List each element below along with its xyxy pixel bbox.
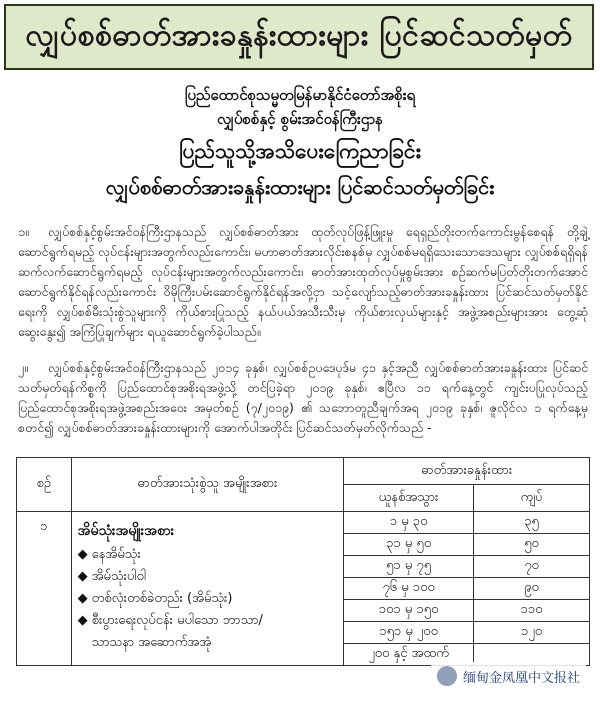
announcement-title: ပြည်သူသို့အသိပေးကြေညာခြင်း (179, 139, 421, 163)
announcement-subtitle: လျှပ်စစ်ဓာတ်အားခနှုန်းထားများ ပြင်ဆင်သတ်မှတ်ခြင်း (105, 175, 495, 199)
paragraph-1 (18, 222, 588, 342)
header-units: ယူနစ်အသွား (344, 485, 474, 512)
category-label: အိမ်သုံးအမျိုးအစား (77, 523, 175, 539)
wechat-logo-icon (437, 666, 457, 686)
rate-cell: ၅၀ (474, 534, 590, 556)
header-consumer-type: ဓာတ်အားသုံးစွဲသူ အမျိုးအစား (71, 458, 344, 512)
units-cell: ၃၁ မှ ၅၀ (344, 534, 474, 556)
watermark-text: 缅甸金凤凰中文报社 (462, 670, 580, 686)
diamond-bullet-icon: ◆ (77, 569, 88, 584)
paragraph-number: ၂။ (18, 360, 28, 375)
banner-title: လျှပ်စစ်ဓာတ်အားခနှုန်းထားများ ပြင်ဆင်သတ်မှတ် (25, 17, 573, 53)
tariff-table (16, 457, 590, 666)
rate-cell: ၇၀ (474, 556, 590, 578)
list-item: ◆ စီးပွားရေးလုပ်ငန်း မပါသော ဘာသာ/ (78, 610, 338, 632)
consumer-type-list (71, 512, 344, 666)
units-cell: ၂၀၀ နှင့် အထက် (344, 644, 474, 666)
header-tariff-group: ဓာတ်အားခနှုန်းထား (344, 458, 590, 485)
units-cell: ၁ မှ ၃၀ (344, 512, 474, 534)
ministry-name: လျှပ်စစ်နှင့် စွမ်းအင်ဝန်ကြီးဌာန (216, 110, 384, 128)
list-item: ◆ အိမ်သုံးပါဝါ (78, 566, 338, 588)
watermark (431, 662, 586, 690)
diamond-bullet-icon: ◆ (77, 613, 88, 628)
units-cell: ၅၁ မှ ၇၅ (344, 556, 474, 578)
list-item: ◆ နေအိမ်သုံး (78, 544, 338, 566)
units-cell: ၁၀၁ မှ ၁၅၀ (344, 600, 474, 622)
paragraph-number: ၁။ (18, 224, 29, 239)
rate-cell: ၃၅ (474, 512, 590, 534)
header-rate: ကျပ် (474, 485, 590, 512)
paragraph-text: လျှပ်စစ်နှင့်စွမ်းအင်ဝန်ကြီးဌာနသည် ၂၀၁၄ ခုနှစ်၊ လျှပ်စစ်ဥပဒေပုဒ်မ ၄၁ နှင့်အညီ လျှပ်စစ်ဓာတ်အားခနှုန်းထား ပြင်ဆင်သတ်မှတ်ရန်ကိစ္စကို ပြည်ထောင်စုအစိုးရအဖွဲ့သို့ တင်ပြခဲ့ရာ ၂၀၁၉ ခုနှစ်၊ ဧပြီလ ၁၁ ရက်နေ့တွင် ကျင်းပပြုလုပ်သည့် ပြည်ထောင်စုအစိုးရအဖွဲ့အစည်းအဝေး အမှတ်စဉ် (၇/၂၀၁၉) ၏ သဘောတူညီချက်အရ ၂၀၁၉ ခုနှစ်၊ ဇူလိုင်လ ၁ ရက်နေ့မှစတင်၍ လျှပ်စစ်ဓာတ်အားခနှုန်းထားများကို အောက်ပါအတိုင်း ပြင်ဆင်သတ်မှတ်လိုက်သည် - (18, 360, 588, 435)
rate-cell: ၁၂၀ (474, 622, 590, 644)
title-banner (4, 4, 594, 70)
header-number: စဉ် (17, 458, 72, 512)
diamond-bullet-icon: ◆ (77, 591, 88, 606)
rate-cell: ၁၁၀ (474, 600, 590, 622)
rate-cell: ၉၀ (474, 578, 590, 600)
list-item: ◆ တစ်လုံးတစ်ခဲတည်း (အိမ်သုံး) (78, 588, 338, 610)
list-item-continuation: သာသနာ အဆောက်အအုံ (91, 635, 212, 650)
row-number: ၁ (17, 512, 72, 666)
paragraph-text: လျှပ်စစ်နှင့်စွမ်းအင်ဝန်ကြီးဌာနသည် လျှပ်စစ်ဓာတ်အား ထုတ်လုပ်ဖြန့်ဖြူးမှု ရေရှည်တိုးတက်ကောင်းမွန်စေရန် တို့ချဲ့ ဆောင်ရွက်ရမည့် လုပ်ငန်းများအတွက်လည်းကောင်း၊ မဟာဓာတ်အားလိုင်းစနစ်မှ လျှပ်စစ်မရရှိသေးသောဒေသများ လျှပ်စစ်ရရှိရန် ဆက်လက်ဆောင်ရွက်ရမည့် လုပ်ငန်းများအတွက်လည်းကောင်း၊ ဓာတ်အားထုတ်လုပ်မှုစွမ်းအား စဉ်ဆက်မပြတ်တိုးတက်အောင် ဆောင်ရွက်နိုင်ရန်လည်းကောင်း ဝိမိုကြီးပမ်းဆောင်ရွက်နိုင်ရန်အလို့ငှာ သင့်လျော်သည့်ဓာတ်အားခနှုန်းထား ပြင်ဆင်သတ်မှတ်နိုင်ရေးကို လျှပ်စစ်မီးသုံးစွဲသူများကို ကိုယ်စားပြုသည့် နယ်ပယ်အသီးသီးမှ ကိုယ်စားလှယ်များနှင့် အဖွဲ့အစည်းများအား တွေ့ဆုံဆွေးနွေး၍ အကြံပြုချက်များ ရယူဆောင်ရွက်ခဲ့ပါသည်။ (18, 224, 588, 339)
paragraph-2 (18, 358, 588, 438)
units-cell: ၇၆ မှ ၁၀၀ (344, 578, 474, 600)
government-name: ပြည်ထောင်စုသမ္မတမြန်မာနိုင်ငံတော်အစိုးရ (184, 86, 416, 104)
diamond-bullet-icon: ◆ (77, 547, 88, 562)
units-cell: ၁၅၁ မှ ၂၀၀ (344, 622, 474, 644)
